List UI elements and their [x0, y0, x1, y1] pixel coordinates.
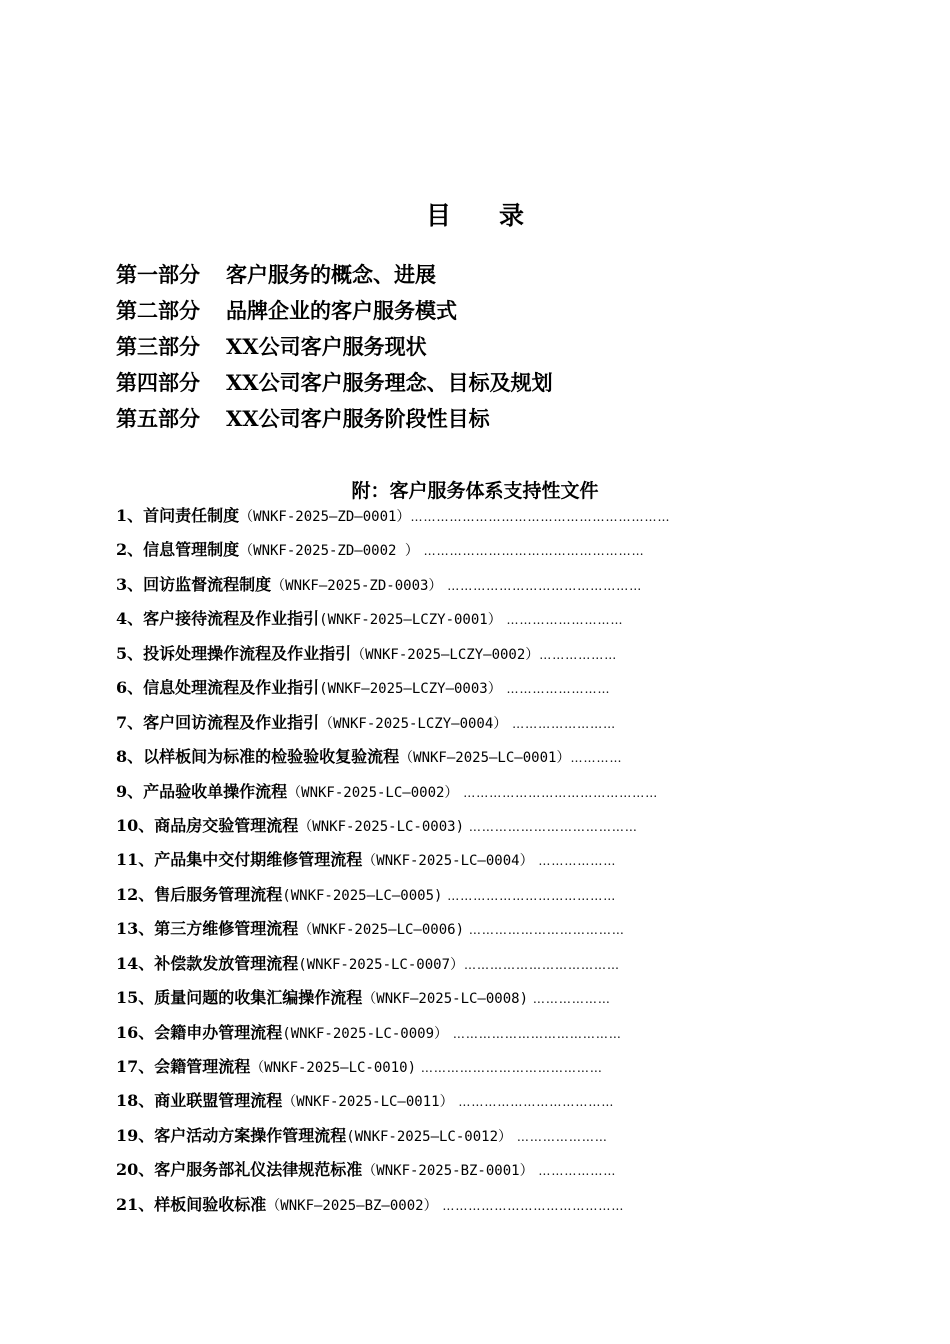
entry-leader-dots: ………………: [533, 1164, 617, 1179]
entry-leader-dots: …………………………………: [448, 1026, 622, 1041]
entry-leader-dots: ……………………………………: [416, 1061, 603, 1075]
part-text: XX公司客户服务阶段性目标: [226, 406, 490, 431]
entry-leader-dots: …………………: [512, 1129, 608, 1144]
toc-entry[interactable]: [116, 883, 816, 917]
toc-entry[interactable]: [116, 1089, 816, 1123]
parts-list: [116, 257, 553, 437]
part-text: XX公司客户服务理念、目标及规划: [226, 370, 553, 395]
entry-leader-dots: ……………………………………………: [418, 544, 645, 559]
entry-leader-dots: ………………………………………: [442, 578, 643, 593]
toc-entry[interactable]: [116, 573, 816, 607]
entry-leader-dots: …………………………………: [442, 888, 617, 903]
toc-entry[interactable]: [116, 607, 816, 641]
entry-code: （WNKF-2025—ZD—0001）: [239, 509, 411, 525]
entry-code: （WNKF-2025—LC-0010): [250, 1060, 416, 1076]
title-char-1: 目: [425, 201, 451, 230]
entry-leader-dots: ………………………………………: [458, 785, 659, 800]
part-item: [116, 365, 553, 401]
entry-code: (WNKF-2025-LC-0009）: [282, 1025, 448, 1042]
entry-code: (WNKF-2025—LC—0005): [282, 887, 443, 904]
toc-list: [116, 504, 816, 1227]
part-item: [116, 257, 553, 293]
entry-leader-dots: ……………………: [507, 716, 617, 731]
entry-label: 19、客户活动方案操作管理流程: [116, 1125, 347, 1145]
part-number: 第四部分: [116, 370, 200, 395]
entry-label: 6、信息处理流程及作业指引: [116, 678, 320, 698]
entry-code: (WNKF-2025—LC-0012）: [346, 1128, 512, 1145]
entry-code: （WNKF—2025-LC—0008): [362, 991, 528, 1008]
toc-entry[interactable]: [116, 745, 816, 779]
entry-leader-dots: ……………………………………: [437, 1198, 625, 1213]
part-number: 第五部分: [116, 406, 200, 431]
entry-code: (WNKF-2025—LCZY-0001）: [319, 612, 502, 629]
page-title: [0, 196, 950, 232]
entry-code: (WNKF-2025-LC-0007）: [298, 956, 464, 973]
part-item: [116, 293, 553, 329]
entry-leader-dots: ………………: [533, 854, 617, 869]
entry-label: 21、样板间验收标准: [116, 1194, 267, 1214]
toc-entry[interactable]: [116, 1021, 816, 1055]
part-text: 品牌企业的客户服务模式: [226, 298, 457, 323]
entry-label: 18、商业联盟管理流程: [116, 1091, 283, 1111]
part-text: 客户服务的概念、进展: [226, 262, 436, 287]
entry-label: 3、回访监督流程制度: [116, 574, 272, 594]
part-number: 第二部分: [116, 298, 200, 323]
entry-label: 16、会籍申办管理流程: [116, 1022, 283, 1042]
entry-code: （WNKF—2025—LC—0001）: [399, 750, 571, 767]
entry-label: 13、第三方维修管理流程: [116, 919, 299, 939]
entry-code: （WNKF—2025—BZ—0002）: [266, 1197, 438, 1214]
entry-label: 15、质量问题的收集汇编操作流程: [116, 988, 363, 1008]
entry-label: 5、投诉处理操作流程及作业指引: [116, 643, 352, 663]
toc-entry[interactable]: [116, 814, 816, 848]
entry-leader-dots: ……………………: [501, 682, 611, 697]
entry-label: 8、以样板间为标准的检验验收复验流程: [116, 747, 400, 767]
part-item: [116, 401, 553, 437]
toc-entry[interactable]: [116, 780, 816, 814]
entry-code: （WNKF-2025-BZ-0001）: [362, 1163, 534, 1180]
entry-code: （WNKF-2025-LC—0011）: [282, 1094, 454, 1111]
part-text: XX公司客户服务现状: [226, 334, 427, 359]
toc-entry[interactable]: [116, 642, 816, 676]
appendix-title: [0, 476, 950, 503]
entry-code: （WNKF-2025—LCZY—0002）: [351, 646, 540, 663]
entry-code: （WNKF-2025-ZD—0002 ）: [239, 543, 419, 560]
toc-entry[interactable]: [116, 538, 816, 572]
toc-entry[interactable]: [116, 917, 816, 951]
toc-entry[interactable]: [116, 1124, 816, 1158]
entry-leader-dots: ……………………………………………………: [410, 510, 671, 524]
toc-entry[interactable]: [116, 711, 816, 745]
part-number: 第三部分: [116, 334, 200, 359]
entry-code: （WNKF-2025-LC-0003): [298, 818, 464, 835]
entry-leader-dots: ………………: [539, 647, 618, 662]
entry-code: （WNKF-2025-LC—0004）: [362, 853, 534, 870]
entry-label: 17、会籍管理流程: [116, 1057, 251, 1076]
entry-code: （WNKF-2025-LCZY—0004）: [319, 715, 508, 732]
entry-label: 14、补偿款发放管理流程: [116, 953, 299, 973]
entry-code: （WNKF-2025—LC—0006): [298, 922, 464, 939]
entry-leader-dots: ………………………………: [453, 1095, 615, 1110]
entry-label: 12、售后服务管理流程: [116, 884, 283, 904]
entry-label: 11、产品集中交付期维修管理流程: [116, 850, 363, 870]
entry-label: 10、商品房交验管理流程: [116, 815, 299, 835]
part-number: 第一部分: [116, 262, 200, 287]
entry-label: 7、客户回访流程及作业指引: [116, 712, 320, 732]
entry-leader-dots: ………………………………: [464, 923, 625, 938]
entry-leader-dots: …………: [570, 751, 623, 766]
entry-label: 4、客户接待流程及作业指引: [116, 609, 320, 629]
entry-code: （WNKF—2025-ZD-0003）: [271, 577, 443, 594]
title-char-2: 录: [499, 201, 525, 230]
entry-code: (WNKF—2025—LCZY—0003）: [319, 681, 502, 698]
entry-leader-dots: ………………………: [501, 613, 624, 628]
toc-entry[interactable]: [116, 986, 816, 1020]
toc-entry[interactable]: [116, 952, 816, 986]
entry-leader-dots: …………………………………: [464, 819, 638, 834]
toc-entry[interactable]: [116, 504, 816, 538]
toc-entry[interactable]: [116, 1193, 816, 1227]
toc-entry[interactable]: [116, 1158, 816, 1192]
entry-label: 1、首问责任制度: [116, 506, 240, 525]
toc-entry[interactable]: [116, 676, 816, 710]
appendix-title-text: 附：客户服务体系支持性文件: [351, 480, 599, 502]
toc-entry[interactable]: [116, 1055, 816, 1089]
toc-entry[interactable]: [116, 848, 816, 882]
entry-label: 9、产品验收单操作流程: [116, 781, 288, 801]
entry-label: 20、客户服务部礼仪法律规范标准: [116, 1160, 363, 1180]
entry-leader-dots: ………………………………: [464, 957, 620, 972]
entry-code: （WNKF-2025-LC—0002）: [287, 784, 459, 801]
entry-label: 2、信息管理制度: [116, 540, 240, 560]
part-item: [116, 329, 553, 365]
entry-leader-dots: ………………: [528, 992, 611, 1007]
